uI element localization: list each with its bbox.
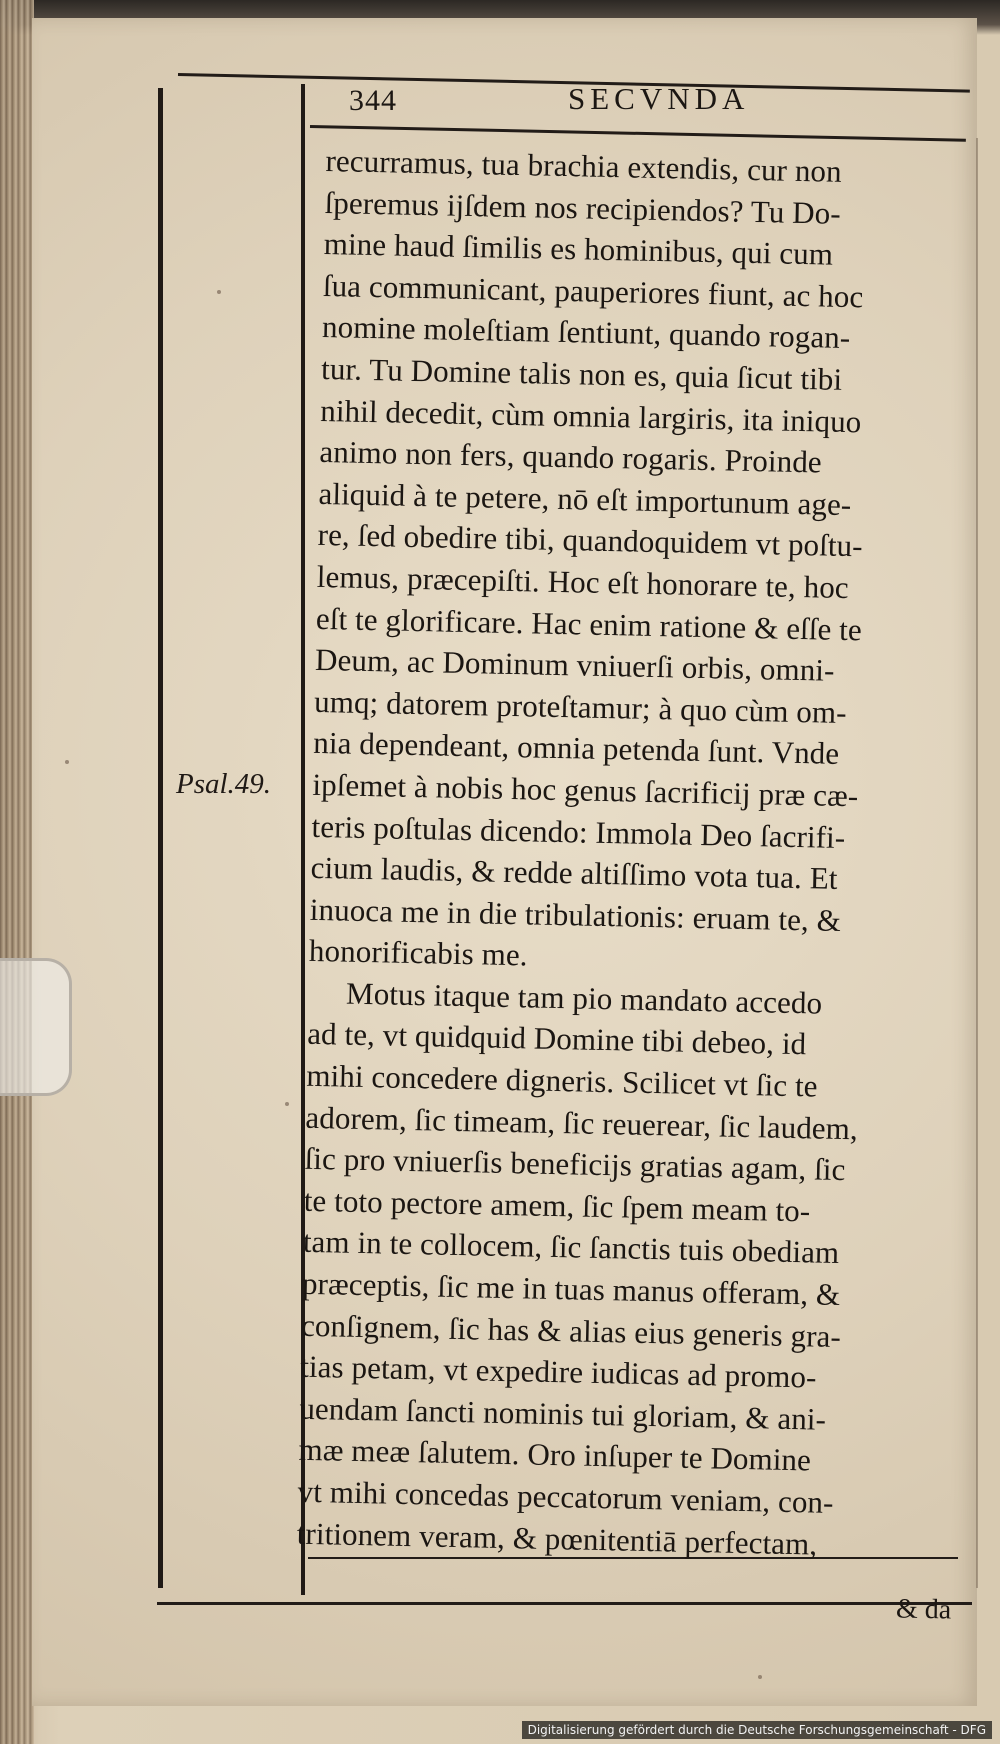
- text-line: honorificabis me.: [308, 933, 528, 973]
- text-line: cium laudis, & redde altiſſimo vota tua. Et: [310, 849, 838, 896]
- text-line: ſic pro vniuerſis beneficijs gratias agam, ſic: [304, 1141, 846, 1188]
- text-line: tritionem veram, & pœnitentiā perfectam,: [296, 1515, 818, 1562]
- text-line: adorem, ſic timeam, ſic reuerear, ſic laudem,: [305, 1099, 859, 1147]
- digitization-footer: Digitalisierung gefördert durch die Deutsche Forschungsgemeinschaft - DFG: [522, 1721, 992, 1739]
- paper-speck: [217, 290, 221, 294]
- text-line: recurramus, tua brachia extendis, cur non: [325, 142, 843, 189]
- outer-margin-rule: [158, 88, 163, 1588]
- clear-page-clip: [0, 958, 72, 1096]
- text-line: tam in te collocem, ſic ſanctis tuis obediam: [302, 1224, 840, 1271]
- footer-border-rule: [157, 1602, 972, 1605]
- text-line: re, ſed obedire tibi, quandoquidem vt poſtu-: [317, 517, 864, 564]
- margin-reference: Psal.49.: [176, 768, 272, 800]
- text-line: eſt te glorificare. Hac enim ratione & eſſe te: [315, 600, 863, 647]
- paper-speck: [285, 1102, 289, 1106]
- text-line: inuoca me in die tribulationis: eruam te, &: [309, 891, 842, 938]
- text-line: mine haud ſimilis es hominibus, qui cum: [323, 226, 834, 272]
- text-line: vt mihi concedas peccatorum veniam, con-: [297, 1473, 834, 1520]
- text-line: mæ meæ ſalutem. Oro inſuper te Domine: [298, 1432, 812, 1478]
- text-line: nihil decedit, cùm omnia largiris, ita iniquo: [319, 392, 862, 439]
- text-line: Motus itaque tam pio mandato accedo: [345, 975, 823, 1021]
- paper-speck: [65, 760, 69, 764]
- text-line: conſignem, ſic has & alias eius generis gra-: [300, 1307, 842, 1354]
- page-number: 344: [349, 84, 397, 117]
- text-line: animo non fers, quando rogaris. Proinde: [319, 434, 823, 480]
- catchword: & da: [895, 1593, 952, 1626]
- text-line: uendam ſancti nominis tui gloriam, & ani-: [299, 1390, 827, 1437]
- text-line: lemus, præcepiſti. Hoc eſt honorare te, hoc: [316, 558, 850, 605]
- text-line: mihi concedere digneris. Scilicet vt ſic te: [306, 1057, 818, 1104]
- text-line: te toto pectore amem, ſic ſpem meam to-: [303, 1182, 811, 1229]
- text-line: teris poſtulas dicendo: Immola Deo ſacrifi-: [311, 808, 846, 855]
- text-line: tias petam, vt expedire iudicas ad promo-: [299, 1348, 817, 1395]
- text-line: ſperemus ijſdem nos recipiendos? Tu Do-: [324, 184, 842, 231]
- text-line: præceptis, ſic me in tuas manus offeram, &: [301, 1265, 841, 1313]
- text-line: Deum, ac Dominum vniuerſi orbis, omni-: [314, 642, 835, 688]
- book-page-edges: [0, 0, 34, 1744]
- text-line: tur. Tu Domine talis non es, quia ſicut tibi: [320, 350, 843, 397]
- running-head: SECVNDA: [568, 81, 750, 116]
- text-line: aliquid à te petere, nō eſt importunum age-: [318, 475, 852, 522]
- paper-speck: [758, 1675, 762, 1679]
- text-line: ad te, vt quidquid Domine tibi debeo, id: [306, 1016, 807, 1062]
- text-line: umq; datorem proteſtamur; à quo cùm om-: [313, 683, 847, 730]
- right-page-shadow: [976, 138, 978, 1588]
- text-line: nia dependeant, omnia petenda ſunt. Vnde: [313, 725, 840, 772]
- text-line: nomine moleſtiam ſentiunt, quando rogan-: [321, 309, 851, 356]
- text-line: ipſemet à nobis hoc genus ſacrificij præ cæ-: [312, 766, 859, 814]
- text-line: ſua communicant, pauperiores fiunt, ac hoc: [322, 267, 864, 315]
- main-text-block: [296, 140, 975, 1567]
